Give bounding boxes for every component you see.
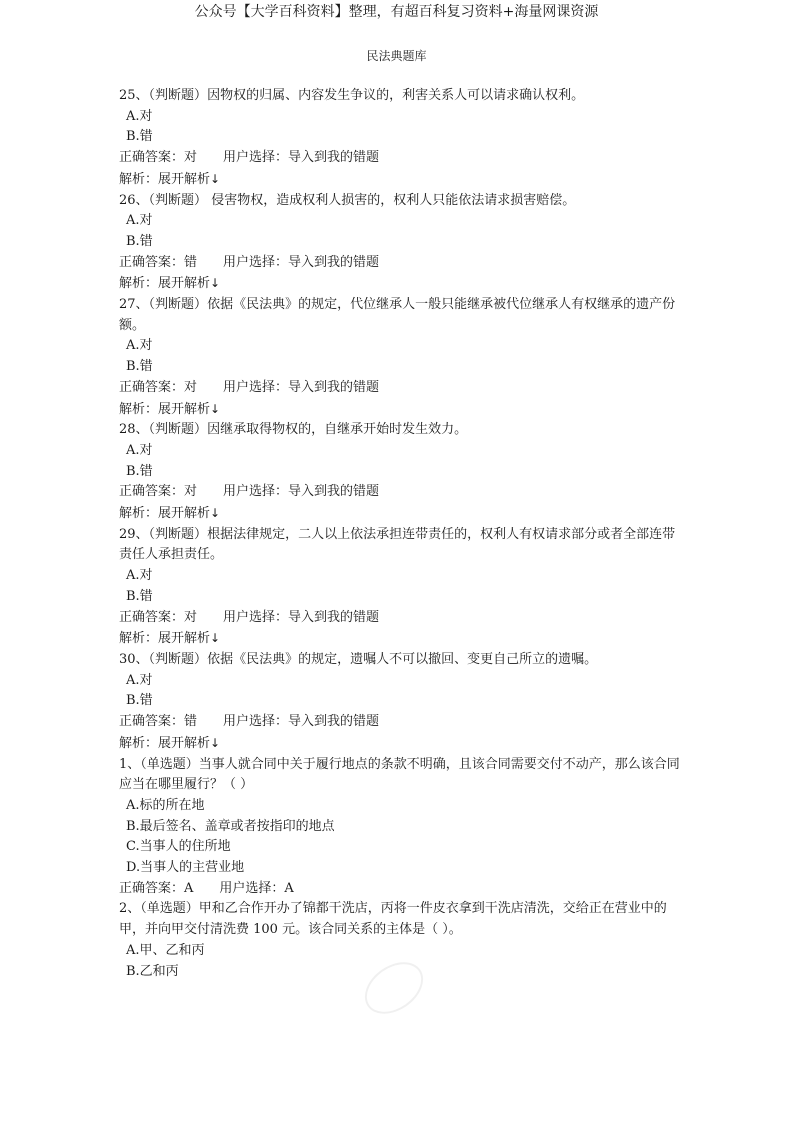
answer-option: A.甲、乙和丙: [126, 942, 205, 958]
question-stem: [119, 650, 684, 671]
correct-answer-value: 错: [184, 714, 198, 730]
answer-option: A.对: [126, 442, 153, 458]
question-text: 依据《民法典》的规定，代位继承人一般只能继承被代位继承人有权继承的遗产份额。: [119, 297, 676, 333]
arrow-down-icon: ↓: [210, 506, 221, 521]
question-number: 29、: [119, 526, 149, 542]
analysis-line: [119, 273, 684, 295]
question-stem: [119, 191, 684, 212]
import-to-mistakes-link[interactable]: 导入到我的错题: [288, 379, 380, 395]
question-type: （判断题）: [148, 88, 208, 103]
correct-answer-value: 对: [184, 609, 198, 625]
analysis-label: 解析：: [119, 276, 159, 292]
question-stem: [119, 899, 684, 940]
expand-analysis-toggle[interactable]: [158, 631, 220, 646]
import-to-mistakes-link[interactable]: 导入到我的错题: [288, 714, 380, 730]
analysis-label: 解析：: [119, 631, 159, 647]
import-to-mistakes-link[interactable]: 导入到我的错题: [288, 254, 380, 270]
expand-analysis-text: 展开解析: [158, 631, 211, 647]
arrow-down-icon: ↓: [210, 171, 221, 186]
import-to-mistakes-link[interactable]: 导入到我的错题: [288, 150, 380, 166]
expand-analysis-toggle[interactable]: [158, 402, 220, 417]
question-block: [119, 650, 684, 755]
correct-answer-value: A: [184, 880, 194, 896]
correct-answer-value: 对: [184, 150, 198, 166]
arrow-down-icon: ↓: [210, 631, 221, 646]
header-note: 公众号【大学百科资料】整理，有超百科复习资料+海量网课资源: [194, 4, 599, 20]
user-choice-label: 用户选择：: [219, 880, 285, 896]
question-type: （判断题）: [148, 192, 208, 208]
correct-answer-value: 对: [184, 379, 198, 395]
question-number: 26、: [119, 192, 149, 208]
question-stem: [119, 755, 684, 796]
question-text: 因物权的归属、内容发生争议的，利害关系人可以请求确认权利。: [207, 88, 585, 103]
answer-line: [119, 482, 684, 503]
question-text: 因继承取得物权的，自继承开始时发生效力。: [207, 422, 468, 438]
expand-analysis-text: 展开解析: [158, 735, 211, 751]
answer-line: [119, 378, 684, 399]
user-choice-label: 用户选择：: [223, 484, 289, 500]
question-type: （判断题）: [148, 297, 208, 313]
user-choice-value: A: [284, 880, 294, 896]
user-choice-label: 用户选择：: [223, 609, 289, 625]
answer-line: [119, 608, 684, 629]
correct-answer-value: 对: [184, 484, 198, 500]
import-to-mistakes-link[interactable]: 导入到我的错题: [288, 484, 380, 500]
expand-analysis-text: 展开解析: [158, 506, 211, 522]
answer-option: B.乙和丙: [126, 963, 179, 979]
analysis-label: 解析：: [119, 735, 159, 751]
question-type: （判断题）: [148, 651, 208, 667]
correct-answer-label: 正确答案：: [119, 379, 185, 395]
user-choice-label: 用户选择：: [223, 714, 289, 730]
question-block: [119, 86, 684, 191]
document-title: 民法典题库: [366, 49, 427, 63]
analysis-label: 解析：: [119, 171, 159, 187]
question-number: 27、: [119, 297, 149, 313]
answer-line: [119, 712, 684, 733]
expand-analysis-text: 展开解析: [158, 401, 211, 417]
expand-analysis-text: 展开解析: [158, 276, 211, 292]
analysis-line: [119, 503, 684, 525]
correct-answer-label: 正确答案：: [119, 254, 185, 270]
analysis-label: 解析：: [119, 506, 159, 522]
expand-analysis-toggle[interactable]: [158, 276, 220, 291]
expand-analysis-text: 展开解析: [158, 171, 211, 187]
question-number: 28、: [119, 422, 149, 438]
answer-option: A.对: [126, 672, 153, 688]
question-type: （单选题）: [140, 756, 199, 772]
answer-option: D.当事人的主营业地: [126, 860, 245, 876]
user-choice: [223, 150, 379, 165]
question-type: （判断题）: [148, 526, 208, 542]
answer-line: [119, 879, 684, 900]
expand-analysis-toggle[interactable]: [158, 172, 220, 187]
question-block: [119, 191, 684, 296]
answer-option: A.对: [126, 108, 153, 124]
arrow-down-icon: ↓: [210, 735, 221, 750]
correct-answer-value: 错: [184, 254, 198, 270]
question-number: 30、: [119, 651, 149, 667]
answer-option: A.对: [126, 213, 153, 229]
question-text: 依据《民法典》的规定，遗嘱人不可以撤回、变更自己所立的遗嘱。: [207, 651, 598, 667]
user-choice-label: 用户选择：: [223, 379, 289, 395]
correct-answer-label: 正确答案：: [119, 484, 185, 500]
analysis-line: [119, 399, 684, 421]
answer-option: B.错: [126, 233, 153, 249]
user-choice: [223, 714, 379, 729]
question-type: （单选题）: [140, 901, 199, 917]
answer-line: [119, 148, 684, 169]
question-text: 当事人就合同中关于履行地点的条款不明确，且该合同需要交付不动产，那么该合同应当在哪里履行？（ ）: [119, 756, 680, 793]
question-text: 甲和乙合作开办了锦都干洗店，丙将一件皮衣拿到干洗店清洗，交给正在营业中的甲，并向甲交付清洗费 100 元。该合同关系的主体是（ ）。: [119, 901, 667, 938]
answer-option: B.错: [126, 129, 153, 145]
answer-option: B.错: [126, 693, 153, 709]
question-block: [119, 755, 684, 900]
answer-option: A.对: [126, 338, 153, 354]
question-stem: [119, 420, 684, 441]
answer-option: C.当事人的住所地: [126, 839, 231, 855]
question-stem: [119, 86, 684, 107]
arrow-down-icon: ↓: [210, 276, 221, 291]
user-choice-label: 用户选择：: [223, 254, 289, 270]
question-block: [119, 295, 684, 420]
question-block: [119, 420, 684, 525]
expand-analysis-toggle[interactable]: [158, 506, 220, 521]
user-choice: [223, 610, 379, 625]
answer-option: B.最后签名、盖章或者按指印的地点: [126, 818, 335, 834]
question-text: 根据法律规定，二人以上依法承担连带责任的，权利人有权请求部分或者全部连带责任人承担责任。: [119, 526, 676, 563]
analysis-line: [119, 733, 684, 755]
correct-answer-label: 正确答案：: [119, 880, 185, 896]
question-number: 1、: [119, 756, 141, 772]
import-to-mistakes-link[interactable]: 导入到我的错题: [288, 609, 380, 625]
correct-answer-label: 正确答案：: [119, 609, 185, 625]
question-stem: [119, 295, 684, 336]
arrow-down-icon: ↓: [210, 401, 221, 416]
user-choice-label: 用户选择：: [223, 150, 289, 166]
user-choice: [219, 881, 293, 896]
expand-analysis-toggle[interactable]: [158, 736, 220, 751]
question-type: （判断题）: [148, 422, 208, 438]
analysis-line: [119, 628, 684, 650]
answer-option: B.错: [126, 463, 153, 479]
user-choice: [223, 255, 379, 270]
question-number: 2、: [119, 901, 141, 917]
analysis-line: [119, 169, 684, 191]
user-choice: [223, 380, 379, 395]
question-number: 25、: [119, 88, 149, 103]
user-choice: [223, 484, 379, 499]
answer-option: A.标的所在地: [126, 797, 205, 813]
answer-line: [119, 253, 684, 274]
correct-answer-label: 正确答案：: [119, 150, 185, 166]
answer-option: B.错: [126, 359, 153, 375]
question-block: [119, 525, 684, 650]
question-text: 侵害物权，造成权利人损害的，权利人只能依法请求损害赔偿。: [207, 192, 576, 208]
question-stem: [119, 525, 684, 566]
answer-option: A.对: [126, 568, 153, 584]
analysis-label: 解析：: [119, 401, 159, 417]
correct-answer-label: 正确答案：: [119, 714, 185, 730]
question-list: [119, 86, 684, 982]
answer-option: B.错: [126, 588, 153, 604]
